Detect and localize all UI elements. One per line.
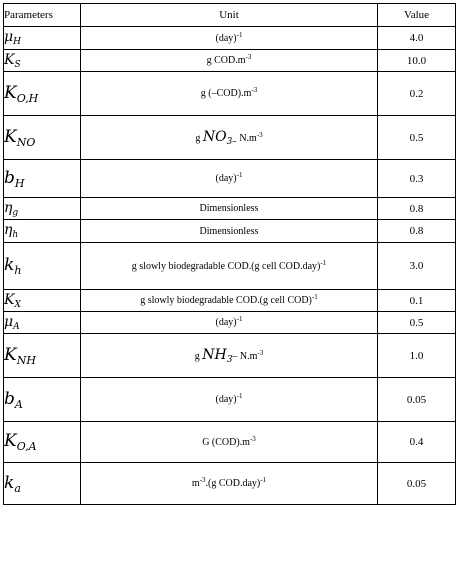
- unit-text: g slowly biodegradable COD.(g cell COD.day): [131, 260, 321, 272]
- parameter-subscript: H: [13, 37, 21, 47]
- parameter-cell: [4, 243, 81, 290]
- parameter-symbol: K: [4, 126, 17, 147]
- parameter-symbol: μ: [4, 29, 14, 45]
- unit-exponent-2: -1: [260, 476, 267, 484]
- parameter-cell: [4, 422, 81, 463]
- unit-chemical-formula: NH: [202, 346, 227, 363]
- table-row: [4, 116, 456, 160]
- parameter-symbol: K: [4, 291, 15, 308]
- table-row: [4, 198, 456, 220]
- parameter-subscript: NH: [16, 353, 36, 367]
- unit-chemical: [202, 347, 232, 363]
- parameter-symbol: b: [4, 388, 15, 409]
- header-unit: Unit: [81, 4, 378, 27]
- value-cell: 1.0: [378, 334, 456, 378]
- parameter-symbol: b: [4, 167, 15, 188]
- value-cell: 0.5: [378, 312, 456, 334]
- parameter-cell: [4, 334, 81, 378]
- value-cell: 0.8: [378, 198, 456, 220]
- parameter-subscript: A: [14, 397, 23, 411]
- unit-text: Dimensionless: [199, 225, 259, 237]
- header-parameters: Parameters: [4, 4, 81, 27]
- unit-chemical-subscript: 3: [226, 354, 233, 365]
- parameter-subscript: g: [12, 207, 19, 218]
- value-cell: 10.0: [378, 50, 456, 72]
- parameter-cell: [4, 198, 81, 220]
- unit-exponent: -1: [236, 392, 243, 400]
- parameter-cell: [4, 160, 81, 198]
- header-value: Value: [378, 4, 456, 27]
- parameter-cell: [4, 220, 81, 243]
- parameter-subscript: S: [14, 59, 21, 70]
- value-cell: 0.05: [378, 378, 456, 422]
- value-cell: 0.3: [378, 160, 456, 198]
- unit-cell: [81, 72, 378, 116]
- parameter-subscript: h: [12, 230, 19, 240]
- table-row: [4, 243, 456, 290]
- unit-text: Dimensionless: [199, 203, 259, 214]
- unit-cell: [81, 220, 378, 243]
- unit-cell: [81, 312, 378, 334]
- unit-cell: [81, 334, 378, 378]
- parameter-subscript: H: [14, 176, 25, 190]
- parameter-symbol: K: [4, 344, 17, 365]
- table-row: [4, 27, 456, 50]
- parameter-cell: [4, 312, 81, 334]
- table-row: [4, 290, 456, 312]
- value-cell: 3.0: [378, 243, 456, 290]
- unit-cell: [81, 422, 378, 463]
- table-row: [4, 334, 456, 378]
- table-row: [4, 72, 456, 116]
- unit-exponent: -3: [245, 53, 252, 61]
- parameter-subscript: a: [14, 481, 21, 495]
- parameter-symbol: k: [4, 472, 15, 493]
- table-row: [4, 378, 456, 422]
- table-row: [4, 422, 456, 463]
- unit-chemical: [203, 129, 237, 145]
- parameter-subscript: A: [13, 321, 20, 332]
- unit-text: (day): [215, 317, 237, 328]
- unit-cell: [81, 160, 378, 198]
- unit-text-mid: N.m: [236, 132, 257, 144]
- parameter-subscript: O,A: [16, 440, 37, 453]
- parameter-cell: [4, 378, 81, 422]
- unit-text: (day): [215, 394, 237, 405]
- unit-exponent: -1: [311, 293, 318, 301]
- value-cell: 0.05: [378, 463, 456, 505]
- unit-exponent: -3: [249, 434, 256, 443]
- value-cell: 4.0: [378, 27, 456, 50]
- unit-text: m: [191, 478, 200, 489]
- unit-cell: [81, 116, 378, 160]
- table-row: [4, 220, 456, 243]
- parameter-cell: [4, 27, 81, 50]
- unit-cell: [81, 243, 378, 290]
- parameter-subscript: NO: [16, 135, 36, 149]
- table-row: [4, 160, 456, 198]
- unit-exponent: -1: [236, 171, 243, 179]
- parameter-symbol: K: [4, 51, 15, 68]
- parameter-cell: [4, 50, 81, 72]
- unit-text: g slowly biodegradable COD.(g cell COD): [140, 295, 312, 306]
- parameter-subscript: X: [14, 299, 21, 310]
- table-row: [4, 50, 456, 72]
- unit-text-post: .(g COD.day): [205, 478, 261, 489]
- unit-exponent: -3: [256, 130, 263, 139]
- parameter-symbol: η: [4, 199, 13, 216]
- parameter-cell: [4, 463, 81, 505]
- unit-cell: [81, 378, 378, 422]
- unit-exponent: -1: [236, 30, 243, 39]
- parameter-cell: [4, 290, 81, 312]
- value-cell: 0.5: [378, 116, 456, 160]
- value-cell: 0.1: [378, 290, 456, 312]
- unit-exponent: -3: [251, 86, 258, 94]
- unit-cell: [81, 463, 378, 505]
- parameter-symbol: μ: [4, 313, 14, 330]
- unit-chemical-formula: NO: [202, 128, 227, 145]
- unit-chemical-subscript: 3–: [226, 136, 237, 147]
- parameter-cell: [4, 116, 81, 160]
- unit-text: (day): [215, 173, 237, 184]
- unit-text: g: [195, 132, 201, 144]
- unit-exponent: -1: [320, 258, 327, 267]
- unit-cell: [81, 198, 378, 220]
- unit-text: g (–COD).m: [200, 88, 252, 99]
- unit-exponent: -1: [236, 315, 243, 323]
- parameter-symbol: K: [4, 431, 17, 451]
- unit-cell: [81, 27, 378, 50]
- parameter-cell: [4, 72, 81, 116]
- unit-text: G (COD).m: [202, 436, 250, 448]
- unit-text: g COD.m: [206, 55, 246, 66]
- header-row: [4, 4, 456, 27]
- parameter-symbol: η: [4, 222, 13, 238]
- unit-cell: [81, 290, 378, 312]
- parameters-table: [3, 3, 456, 505]
- unit-cell: [81, 50, 378, 72]
- table-body: [4, 27, 456, 505]
- unit-text: (day): [215, 32, 237, 44]
- table-row: [4, 463, 456, 505]
- value-cell: 0.8: [378, 220, 456, 243]
- unit-text: g: [194, 350, 200, 362]
- value-cell: 0.2: [378, 72, 456, 116]
- value-cell: 0.4: [378, 422, 456, 463]
- unit-exponent: -3: [257, 348, 264, 357]
- table-row: [4, 312, 456, 334]
- parameter-subscript: h: [14, 264, 22, 277]
- unit-exponent: -3: [199, 476, 206, 484]
- parameter-symbol: k: [4, 255, 15, 275]
- parameter-subscript: O,H: [16, 91, 39, 105]
- unit-text-mid: – N.m: [232, 350, 258, 362]
- parameter-symbol: K: [4, 82, 17, 103]
